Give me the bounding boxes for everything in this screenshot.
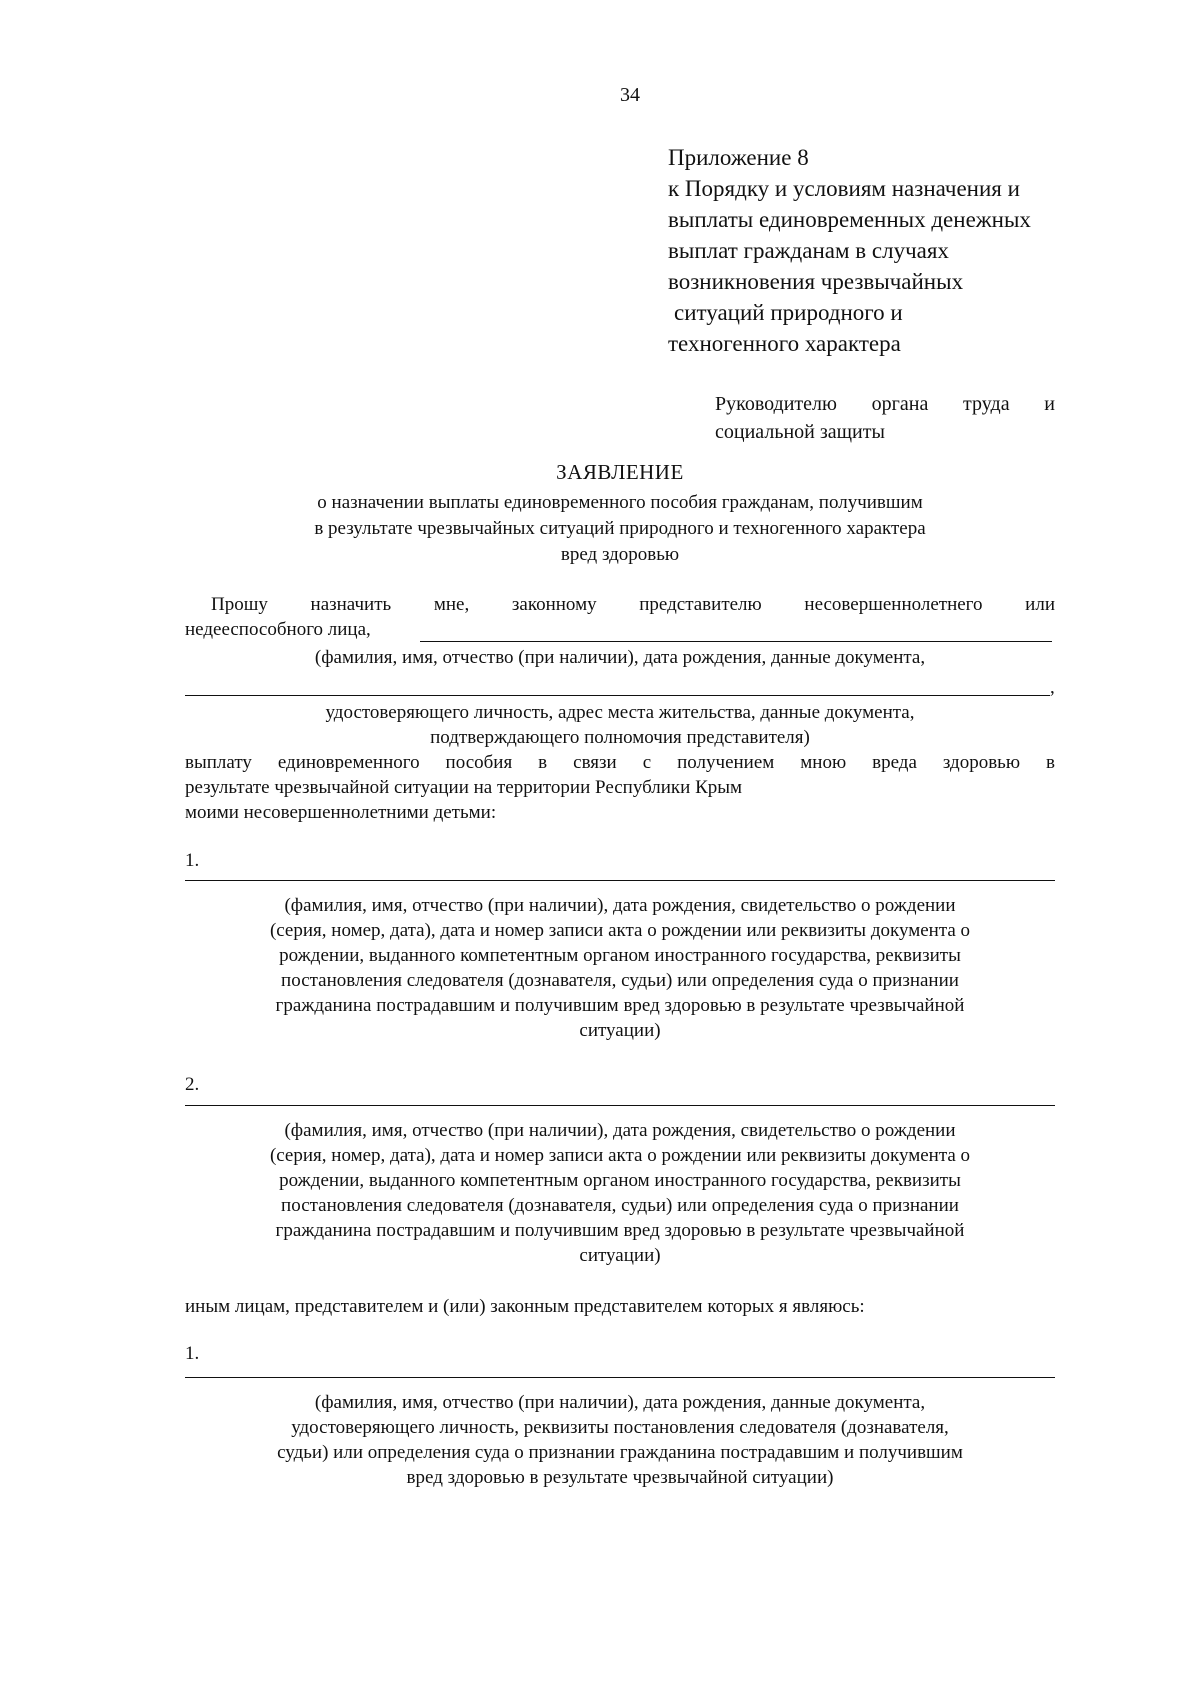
subtitle-line: в результате чрезвычайных ситуаций природного и техногенного характера — [314, 518, 926, 539]
child-number: 2. — [185, 1074, 200, 1095]
applicant-name-field[interactable] — [420, 641, 1052, 642]
caption-line: удостоверяющего личность, адрес места жительства, данные документа, — [325, 702, 915, 723]
caption-line: гражданина пострадавшим и получившим вред здоровью в результате чрезвычайной — [275, 1220, 965, 1241]
request-line: Прошу назначить мне, законному представителю несовершеннолетнего или — [211, 594, 1055, 615]
caption-line: (фамилия, имя, отчество (при наличии), дата рождения, свидетельство о рождении — [284, 895, 956, 916]
page-number: 34 — [620, 84, 640, 106]
appendix-line: к Порядку и условиям назначения и — [668, 176, 1020, 201]
applicant-caption-1: (фамилия, имя, отчество (при наличии), дата рождения, данные документа, — [314, 647, 926, 668]
subtitle-line: о назначении выплаты единовременного пособия гражданам, получившим — [317, 492, 923, 513]
caption-line: рождении, выданного компетентным органом иностранного государства, реквизиты — [279, 945, 961, 966]
other-number: 1. — [185, 1343, 200, 1364]
child-2-field[interactable] — [185, 1105, 1055, 1106]
payment-line: выплату единовременного пособия в связи с получением мною вреда здоровью в — [185, 752, 1055, 773]
subtitle-line: вред здоровью — [560, 544, 680, 565]
child-number: 1. — [185, 850, 200, 871]
caption-line: рождении, выданного компетентным органом иностранного государства, реквизиты — [279, 1170, 961, 1191]
caption-line: (фамилия, имя, отчество (при наличии), дата рождения, данные документа, — [314, 1392, 926, 1413]
child-2-caption — [185, 1118, 1055, 1268]
document-title: ЗАЯВЛЕНИЕ — [556, 460, 684, 484]
caption-line: гражданина пострадавшим и получившим вред здоровью в результате чрезвычайной — [275, 995, 965, 1016]
caption-line: (фамилия, имя, отчество (при наличии), дата рождения, свидетельство о рождении — [284, 1120, 956, 1141]
caption-line: ситуации) — [579, 1020, 661, 1041]
request-paragraph — [185, 592, 1055, 642]
document-subtitle — [230, 490, 1010, 568]
caption-line: постановления следователя (дознавателя, судьи) или определения суда о признании — [281, 970, 959, 991]
caption-line: (серия, номер, дата), дата и номер записи акта о рождении или реквизиты документа о — [269, 920, 971, 941]
caption-line: удостоверяющего личность, реквизиты постановления следователя (дознавателя, — [291, 1417, 949, 1438]
appendix-line: выплаты единовременных денежных — [668, 207, 1031, 232]
child-1-caption — [185, 893, 1055, 1043]
caption-line: судьи) или определения суда о признании гражданина пострадавшим и получившим — [277, 1442, 963, 1463]
other-1-field[interactable] — [185, 1377, 1055, 1378]
caption-line: подтверждающего полномочия представителя) — [430, 727, 810, 748]
other-1-caption — [185, 1390, 1055, 1490]
appendix-line: выплат гражданам в случаях — [668, 238, 949, 263]
addressee-line: Руководителю органа труда и — [715, 393, 1055, 415]
comma-mark: , — [1050, 677, 1055, 698]
caption-line: ситуации) — [579, 1245, 661, 1266]
child-1-field[interactable] — [185, 880, 1055, 881]
applicant-caption-2 — [185, 700, 1055, 750]
caption-line: вред здоровью в результате чрезвычайной ситуации) — [406, 1467, 834, 1488]
addressee-line: социальной защиты — [715, 421, 885, 443]
payment-paragraph — [185, 750, 1055, 825]
caption-line: (серия, номер, дата), дата и номер записи акта о рождении или реквизиты документа о — [269, 1145, 971, 1166]
appendix-line: ситуаций природного и — [674, 300, 903, 325]
payment-line: моими несовершеннолетними детьми: — [185, 802, 497, 823]
payment-line: результате чрезвычайной ситуации на территории Республики Крым — [185, 777, 743, 798]
request-line: недееспособного лица, — [185, 619, 371, 640]
appendix-line: техногенного характера — [668, 331, 901, 356]
addressee-block — [715, 390, 1055, 446]
appendix-line: Приложение 8 — [668, 145, 809, 170]
applicant-details-field[interactable] — [185, 695, 1050, 696]
others-heading: иным лицам, представителем и (или) законным представителем которых я являюсь: — [185, 1296, 865, 1317]
appendix-line: возникновения чрезвычайных — [668, 269, 964, 294]
appendix-header — [668, 142, 1031, 359]
caption-line: постановления следователя (дознавателя, судьи) или определения суда о признании — [281, 1195, 959, 1216]
